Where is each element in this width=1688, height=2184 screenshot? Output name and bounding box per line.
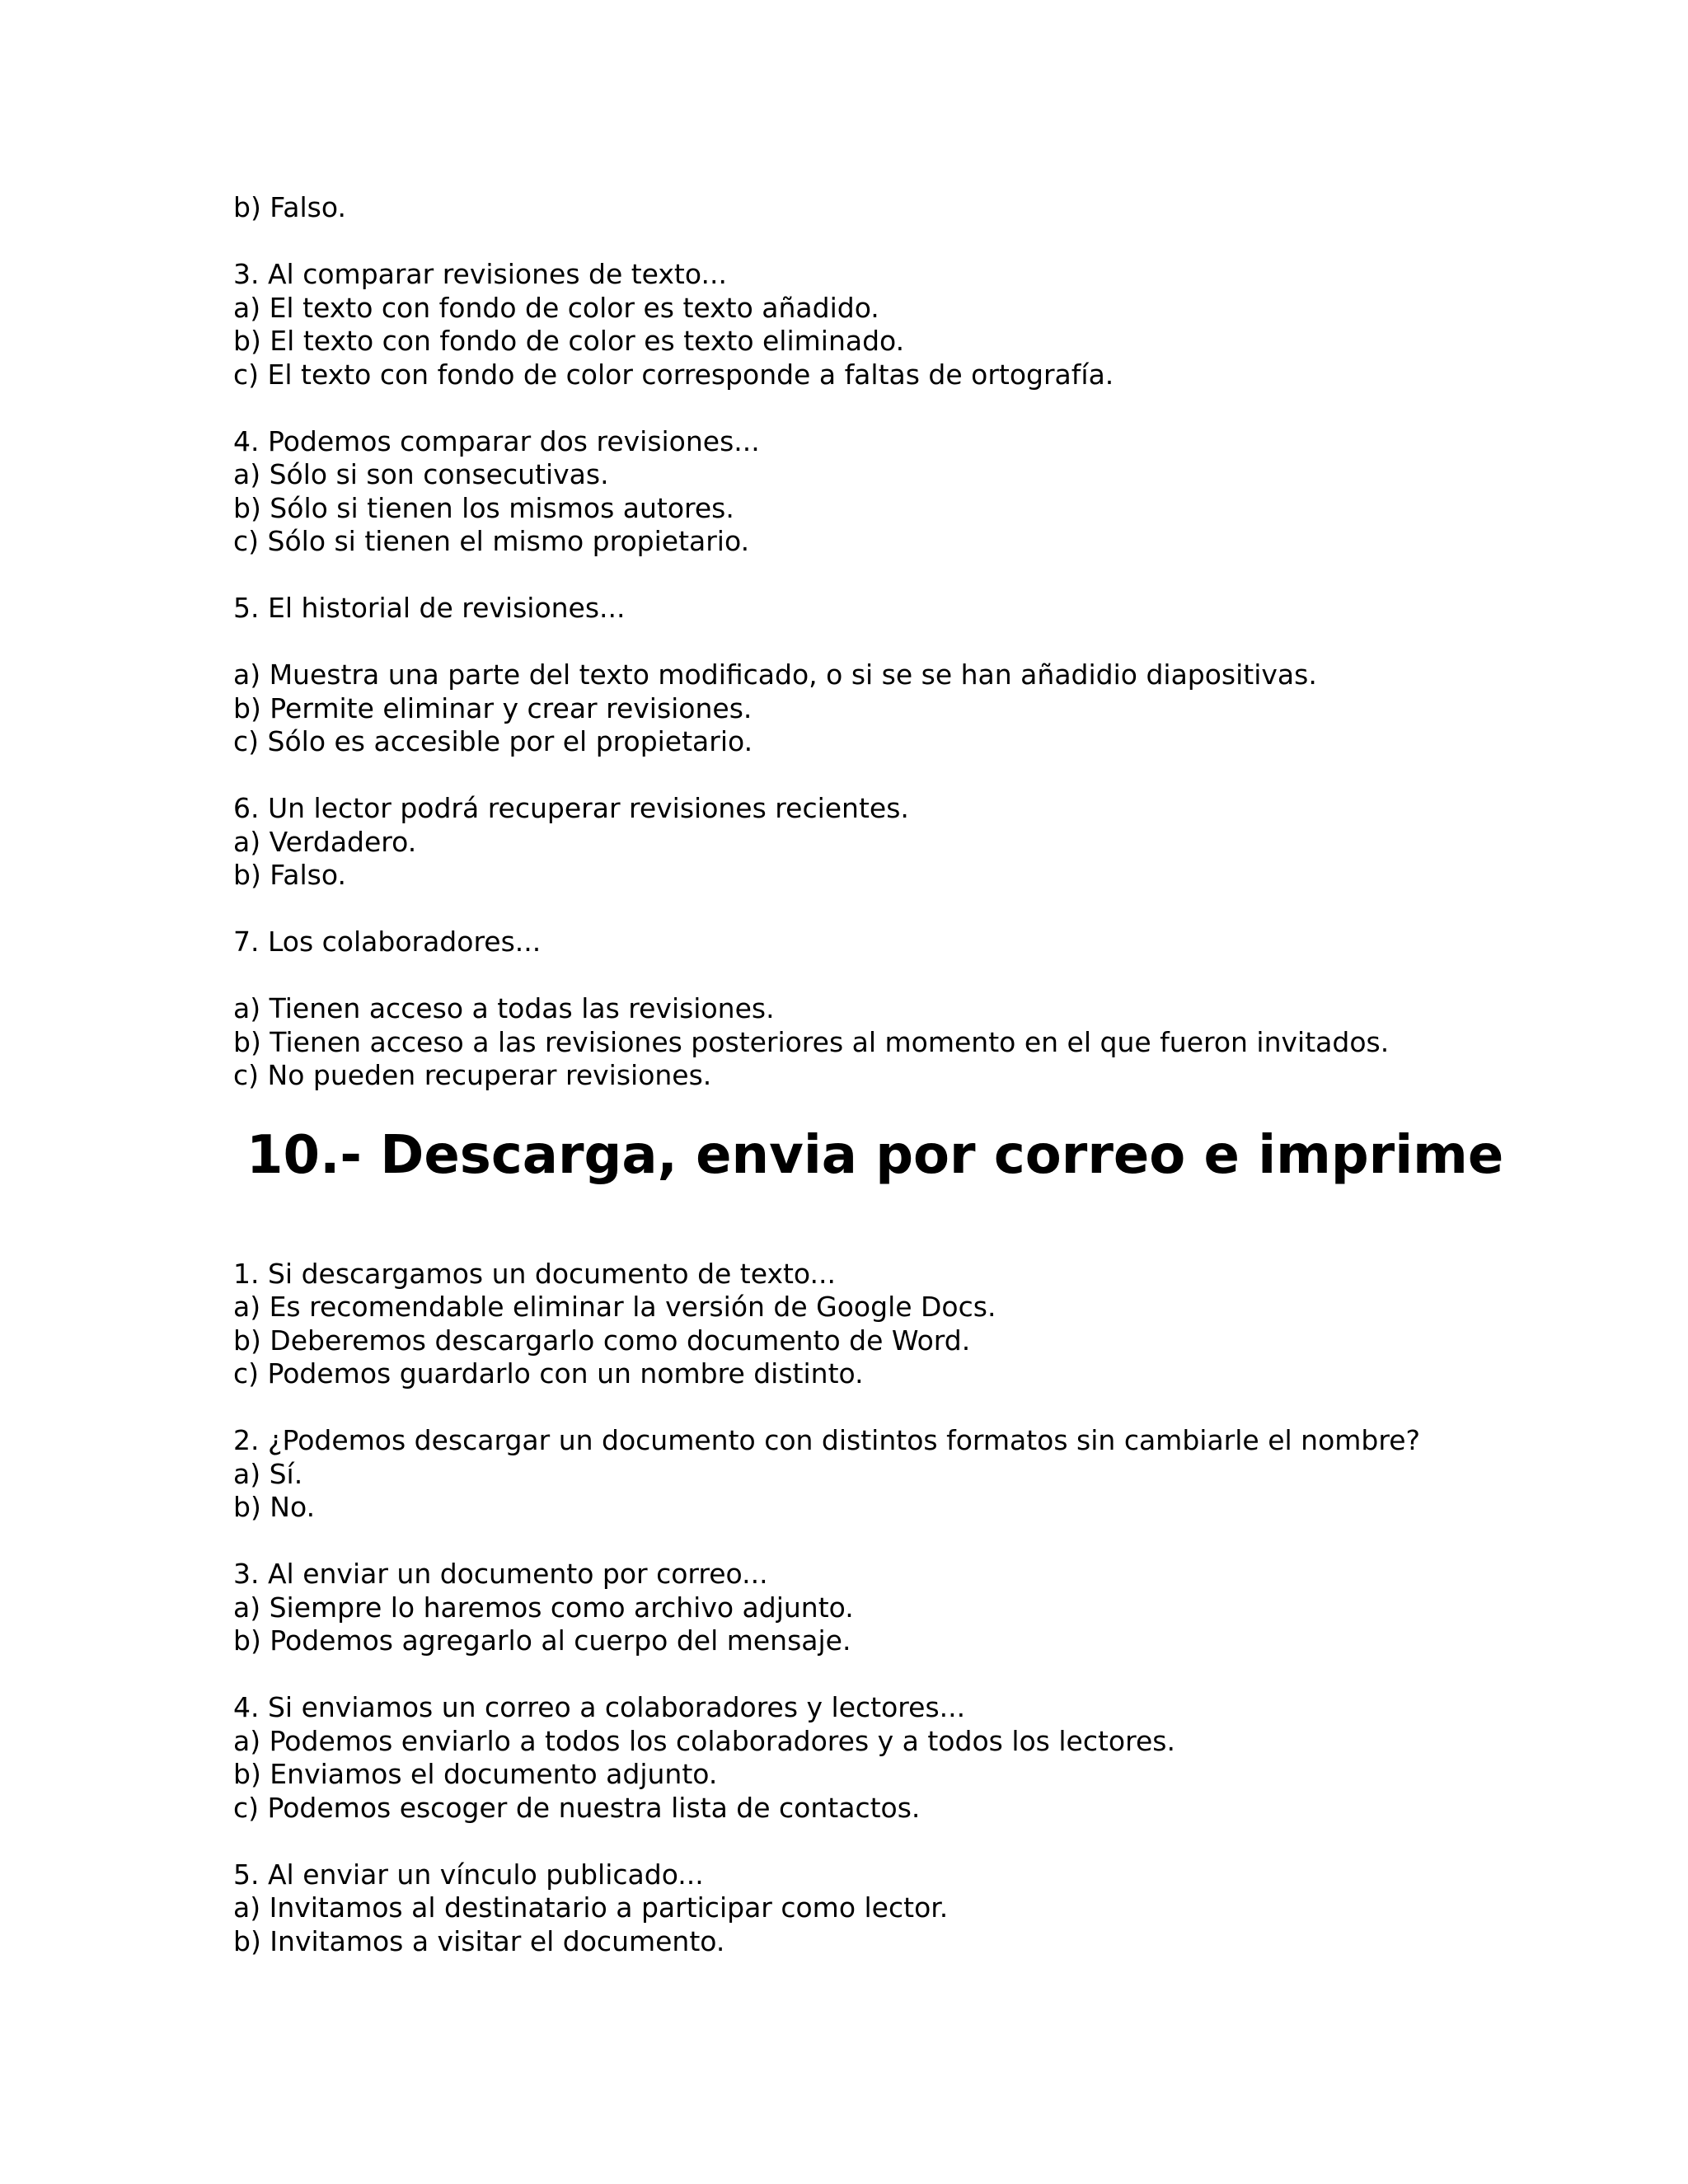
option-a: a) Muestra una parte del texto modificado, o si se se han añadidio diapositivas. (233, 658, 1317, 691)
question-text: 5. El historial de revisiones... (233, 592, 626, 624)
question-text: 3. Al comparar revisiones de texto... (233, 258, 727, 290)
option-c: c) Sólo es accesible por el propietario. (233, 725, 753, 757)
question-2 (233, 1424, 1634, 1525)
option-b: b) Podemos agregarlo al cuerpo del mensaje. (233, 1624, 851, 1657)
option-b: b) Permite eliminar y crear revisiones. (233, 691, 753, 724)
option-c: c) Sólo si tienen el mismo propietario. (233, 525, 750, 557)
option-a: a) Es recomendable eliminar la versión de Google Docs. (233, 1291, 996, 1323)
option-c: c) El texto con fondo de color corresponde a faltas de ortografía. (233, 358, 1114, 391)
option-b: b) Invitamos a visitar el documento. (233, 1924, 725, 1957)
option-a: a) Verdadero. (233, 825, 417, 858)
option-b: b) Tienen acceso a las revisiones posteriores al momento en el que fueron invitados. (233, 1025, 1390, 1058)
question-text: 4. Podemos comparar dos revisiones... (233, 424, 760, 457)
question-5 (233, 1858, 1634, 1959)
question-3 (233, 1558, 1634, 1658)
prev-question-6 (233, 792, 1634, 893)
question-text: 7. Los colaboradores... (233, 926, 542, 958)
option-c: c) Podemos guardarlo con un nombre distinto. (233, 1357, 864, 1390)
option-a: a) Sí. (233, 1457, 303, 1490)
question-text: 5. Al enviar un vínculo publicado... (233, 1858, 704, 1891)
option-b: b) Sólo si tienen los mismos autores. (233, 491, 734, 524)
option-b: b) El texto con fondo de color es texto eliminado. (233, 325, 905, 357)
question-text: 1. Si descargamos un documento de texto... (233, 1257, 837, 1290)
prev-question-4 (233, 425, 1634, 559)
option-a: a) Invitamos al destinatario a participar como lector. (233, 1891, 949, 1924)
question-text: 4. Si enviamos un correo a colaboradores y lectores... (233, 1691, 966, 1723)
question-text: 2. ¿Podemos descargar un documento con distintos formatos sin cambiarle el nombre? (233, 1424, 1421, 1456)
prev-question-3 (233, 258, 1634, 391)
option-a: a) Podemos enviarlo a todos los colaboradores y a todos los lectores. (233, 1724, 1175, 1757)
prev-question-7 (233, 926, 1634, 1093)
option-b: b) Enviamos el documento adjunto. (233, 1758, 718, 1790)
question-4 (233, 1691, 1634, 1825)
question-text: 6. Un lector podrá recuperar revisiones recientes. (233, 792, 909, 824)
option-a: a) Siempre lo haremos como archivo adjunto. (233, 1591, 854, 1624)
page-content (233, 191, 1634, 1958)
option-a: a) Sólo si son consecutivas. (233, 458, 609, 490)
option-a: a) Tienen acceso a todas las revisiones. (233, 992, 775, 1024)
question-1 (233, 1258, 1634, 1391)
section-heading: 10.- Descarga, envia por correo e imprime (246, 1124, 1504, 1186)
prev-q2-option-b: b) Falso. (233, 191, 346, 223)
option-c: c) No pueden recuperar revisiones. (233, 1059, 712, 1091)
option-c: c) Podemos escoger de nuestra lista de contactos. (233, 1791, 921, 1824)
prev-question-5 (233, 592, 1634, 759)
option-b: b) No. (233, 1491, 316, 1523)
option-a: a) El texto con fondo de color es texto añadido. (233, 291, 879, 324)
question-text: 3. Al enviar un documento por correo... (233, 1558, 768, 1590)
option-b: b) Deberemos descargarlo como documento de Word. (233, 1324, 971, 1357)
option-b: b) Falso. (233, 859, 346, 891)
